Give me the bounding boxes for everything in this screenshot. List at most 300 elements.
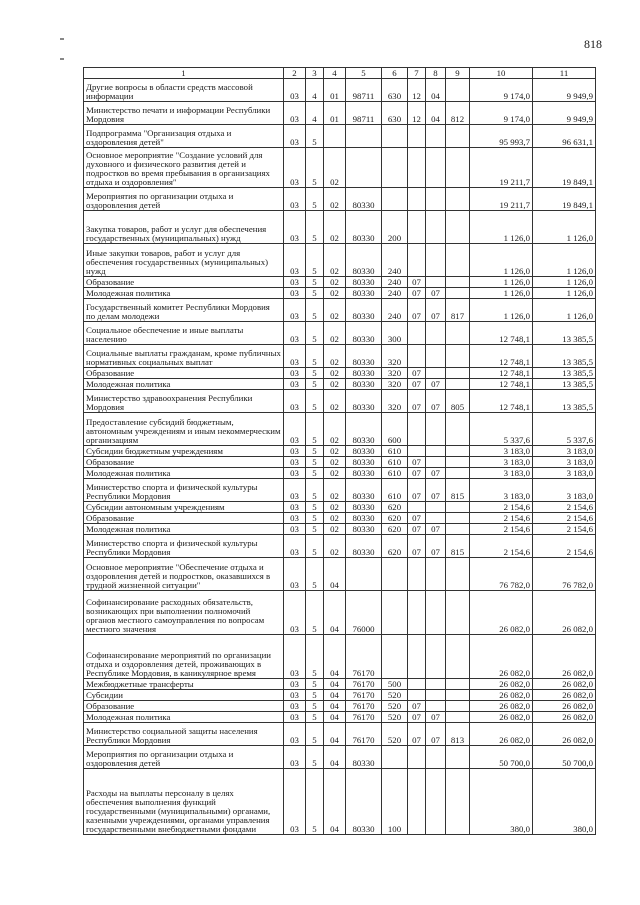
header-cell: 6 [382,68,408,79]
table-row [84,148,596,188]
header-cell: 2 [284,68,306,79]
header-cell: 7 [408,68,426,79]
code-cell [446,322,470,345]
header-cell: 9 [446,68,470,79]
amount-cell: 12 748,1 [470,322,533,345]
amount-cell: 9 174,0 [470,102,533,125]
code-cell: 02 [324,211,346,244]
table-row [84,535,596,558]
code-cell: 80330 [346,535,382,558]
code-cell: 5 [306,345,324,368]
amount-cell: 12 748,1 [470,379,533,390]
code-cell: 02 [324,188,346,211]
amount-cell: 26 082,0 [470,701,533,712]
code-cell [408,679,426,690]
code-cell: 07 [408,457,426,468]
code-cell [408,746,426,769]
code-cell: 04 [324,591,346,635]
amount-cell: 26 082,0 [533,635,596,679]
amount-cell: 2 154,6 [533,535,596,558]
code-cell: 03 [284,188,306,211]
code-cell [426,188,446,211]
code-cell: 80330 [346,288,382,299]
amount-cell: 26 082,0 [533,679,596,690]
code-cell [408,211,426,244]
amount-cell: 2 154,6 [470,524,533,535]
code-cell: 02 [324,345,346,368]
code-cell: 80330 [346,502,382,513]
code-cell: 02 [324,502,346,513]
code-cell: 03 [284,769,306,835]
code-cell [446,446,470,457]
row-label: Основное мероприятие "Обеспечение отдыха и оздоровления детей и подростков, оказавшихся в трудной жизненной ситуации" [84,558,284,591]
code-cell [446,345,470,368]
code-cell: 80330 [346,322,382,345]
table-row [84,102,596,125]
code-cell: 07 [426,524,446,535]
code-cell: 03 [284,502,306,513]
code-cell: 240 [382,244,408,277]
row-label: Мероприятия по организации отдыха и оздоровления детей [84,746,284,769]
code-cell: 5 [306,558,324,591]
code-cell [446,502,470,513]
amount-cell: 12 748,1 [470,345,533,368]
amount-cell: 3 183,0 [470,479,533,502]
code-cell [446,712,470,723]
table-row [84,379,596,390]
table-row [84,345,596,368]
header-cell: 10 [470,68,533,79]
code-cell: 03 [284,457,306,468]
code-cell: 5 [306,457,324,468]
code-cell: 02 [324,479,346,502]
code-cell: 02 [324,288,346,299]
code-cell [446,513,470,524]
code-cell: 520 [382,712,408,723]
code-cell [446,468,470,479]
code-cell: 03 [284,79,306,102]
code-cell: 5 [306,288,324,299]
code-cell: 02 [324,446,346,457]
code-cell: 03 [284,513,306,524]
code-cell: 03 [284,690,306,701]
code-cell: 12 [408,102,426,125]
table-header-row [84,68,596,79]
row-label: Образование [84,368,284,379]
code-cell: 620 [382,535,408,558]
row-label: Министерство спорта и физической культуры Республики Мордовия [84,535,284,558]
code-cell: 5 [306,446,324,457]
row-label: Министерство спорта и физической культуры Республики Мордовия [84,479,284,502]
code-cell: 520 [382,690,408,701]
row-label: Закупка товаров, работ и услуг для обеспечения государственных (муниципальных) нужд [84,211,284,244]
code-cell: 01 [324,102,346,125]
code-cell: 02 [324,148,346,188]
amount-cell: 2 154,6 [533,524,596,535]
code-cell: 600 [382,413,408,446]
row-label: Иные закупки товаров, работ и услуг для обеспечения государственных (муниципальных) нужд [84,244,284,277]
code-cell: 805 [446,390,470,413]
table-row [84,712,596,723]
row-label: Молодежная политика [84,524,284,535]
amount-cell: 96 631,1 [533,125,596,148]
row-label: Субсидии бюджетным учреждениям [84,446,284,457]
code-cell: 4 [306,79,324,102]
code-cell: 320 [382,345,408,368]
code-cell: 80330 [346,211,382,244]
code-cell: 240 [382,299,408,322]
row-label: Софинансирование расходных обязательств, возникающих при выполнении полномочий органов местного самоуправления по вопросам местного значения [84,591,284,635]
code-cell: 80330 [346,468,382,479]
code-cell [446,690,470,701]
code-cell [426,211,446,244]
code-cell [346,558,382,591]
code-cell: 815 [446,479,470,502]
code-cell: 07 [426,299,446,322]
row-label: Образование [84,277,284,288]
header-cell: 4 [324,68,346,79]
code-cell: 5 [306,712,324,723]
code-cell [426,513,446,524]
code-cell: 300 [382,322,408,345]
page-number: 818 [584,37,602,51]
code-cell: 02 [324,277,346,288]
code-cell: 02 [324,413,346,446]
code-cell: 812 [446,102,470,125]
code-cell: 02 [324,535,346,558]
row-label: Министерство печати и информации Республики Мордовия [84,102,284,125]
code-cell [408,502,426,513]
code-cell: 5 [306,211,324,244]
amount-cell: 380,0 [470,769,533,835]
row-label: Образование [84,701,284,712]
code-cell: 07 [408,723,426,746]
row-label: Социальное обеспечение и иные выплаты населению [84,322,284,345]
code-cell: 07 [408,701,426,712]
row-label: Министерство здравоохранения Республики Мордовия [84,390,284,413]
code-cell: 76170 [346,712,382,723]
table-row [84,524,596,535]
code-cell: 80330 [346,390,382,413]
table-row [84,390,596,413]
amount-cell: 12 748,1 [470,390,533,413]
code-cell [446,769,470,835]
code-cell [446,368,470,379]
code-cell: 5 [306,746,324,769]
margin-mark [60,58,64,60]
row-label: Предоставление субсидий бюджетным, автономным учреждениям и иным некоммерческим организациям [84,413,284,446]
code-cell [324,125,346,148]
table-row [84,723,596,746]
code-cell [426,368,446,379]
code-cell: 80330 [346,769,382,835]
code-cell: 813 [446,723,470,746]
table-row [84,413,596,446]
code-cell [408,148,426,188]
code-cell: 630 [382,102,408,125]
code-cell: 07 [408,479,426,502]
code-cell [408,322,426,345]
code-cell: 5 [306,591,324,635]
code-cell: 5 [306,379,324,390]
code-cell: 03 [284,524,306,535]
code-cell [446,701,470,712]
code-cell: 04 [426,79,446,102]
code-cell: 07 [408,712,426,723]
table-row [84,457,596,468]
code-cell: 620 [382,502,408,513]
code-cell: 80330 [346,746,382,769]
code-cell: 07 [426,390,446,413]
code-cell: 610 [382,479,408,502]
code-cell [446,379,470,390]
code-cell [408,413,426,446]
code-cell: 07 [408,368,426,379]
code-cell: 610 [382,457,408,468]
code-cell: 5 [306,502,324,513]
code-cell [446,635,470,679]
table-row [84,558,596,591]
code-cell [426,679,446,690]
amount-cell: 12 748,1 [470,368,533,379]
code-cell [446,524,470,535]
amount-cell: 380,0 [533,769,596,835]
code-cell [446,746,470,769]
amount-cell: 13 385,5 [533,368,596,379]
code-cell: 5 [306,413,324,446]
row-label: Социальные выплаты гражданам, кроме публичных нормативных социальных выплат [84,345,284,368]
amount-cell: 26 082,0 [470,723,533,746]
code-cell: 03 [284,468,306,479]
amount-cell: 2 154,6 [533,502,596,513]
header-cell: 5 [346,68,382,79]
amount-cell: 50 700,0 [533,746,596,769]
code-cell: 02 [324,513,346,524]
code-cell: 80330 [346,479,382,502]
code-cell [426,413,446,446]
code-cell: 04 [324,723,346,746]
code-cell [426,277,446,288]
amount-cell: 26 082,0 [533,701,596,712]
code-cell: 320 [382,379,408,390]
code-cell [446,413,470,446]
code-cell: 520 [382,723,408,746]
code-cell: 12 [408,79,426,102]
code-cell [446,148,470,188]
row-label: Молодежная политика [84,379,284,390]
code-cell: 03 [284,299,306,322]
code-cell [426,769,446,835]
code-cell: 240 [382,277,408,288]
code-cell: 04 [324,635,346,679]
code-cell: 04 [426,102,446,125]
margin-mark [60,38,64,40]
amount-cell: 26 082,0 [533,712,596,723]
code-cell: 03 [284,322,306,345]
code-cell: 4 [306,102,324,125]
amount-cell: 2 154,6 [533,513,596,524]
code-cell: 80330 [346,299,382,322]
amount-cell: 3 183,0 [533,446,596,457]
amount-cell: 2 154,6 [470,513,533,524]
code-cell: 5 [306,468,324,479]
code-cell [382,591,408,635]
code-cell: 98711 [346,102,382,125]
amount-cell: 1 126,0 [533,211,596,244]
code-cell: 76170 [346,701,382,712]
code-cell [426,635,446,679]
amount-cell: 19 849,1 [533,148,596,188]
code-cell: 815 [446,535,470,558]
table-row [84,299,596,322]
code-cell: 07 [426,288,446,299]
amount-cell: 9 174,0 [470,79,533,102]
table-row [84,125,596,148]
code-cell [426,591,446,635]
code-cell: 07 [426,468,446,479]
code-cell: 320 [382,368,408,379]
amount-cell: 13 385,5 [533,345,596,368]
header-cell: 8 [426,68,446,79]
code-cell: 80330 [346,277,382,288]
code-cell [382,125,408,148]
code-cell: 100 [382,769,408,835]
table-row [84,591,596,635]
amount-cell: 3 183,0 [533,468,596,479]
code-cell: 200 [382,211,408,244]
code-cell: 520 [382,701,408,712]
table-row [84,244,596,277]
amount-cell: 9 949,9 [533,79,596,102]
code-cell [446,188,470,211]
code-cell: 07 [426,379,446,390]
code-cell: 02 [324,379,346,390]
code-cell [446,211,470,244]
code-cell: 03 [284,679,306,690]
code-cell [446,244,470,277]
table-row [84,513,596,524]
code-cell: 03 [284,479,306,502]
table-row [84,277,596,288]
table-row [84,211,596,244]
amount-cell: 1 126,0 [470,277,533,288]
code-cell: 5 [306,524,324,535]
code-cell [446,277,470,288]
row-label: Софинансирование мероприятий по организации отдыха и оздоровления детей, проживающих в Республике Мордовия, в каникулярное время [84,635,284,679]
amount-cell: 1 126,0 [533,288,596,299]
row-label: Основное мероприятие "Создание условий для духовного и физического развития детей и подростков во время пребывания в организациях отдыха и оздоровления" [84,148,284,188]
code-cell: 5 [306,368,324,379]
amount-cell: 26 082,0 [470,635,533,679]
code-cell [382,148,408,188]
code-cell: 5 [306,769,324,835]
code-cell [426,244,446,277]
header-cell: 3 [306,68,324,79]
code-cell: 03 [284,712,306,723]
code-cell [408,345,426,368]
code-cell: 03 [284,413,306,446]
amount-cell: 19 849,1 [533,188,596,211]
code-cell: 610 [382,468,408,479]
code-cell: 630 [382,79,408,102]
code-cell [382,746,408,769]
code-cell: 620 [382,524,408,535]
row-label: Образование [84,457,284,468]
code-cell [426,148,446,188]
budget-table [83,67,596,835]
code-cell: 03 [284,368,306,379]
code-cell: 03 [284,125,306,148]
code-cell: 07 [408,513,426,524]
code-cell [346,125,382,148]
amount-cell: 3 183,0 [533,457,596,468]
code-cell: 5 [306,635,324,679]
code-cell: 04 [324,712,346,723]
code-cell: 5 [306,701,324,712]
amount-cell: 1 126,0 [470,288,533,299]
amount-cell: 5 337,6 [533,413,596,446]
code-cell: 80330 [346,244,382,277]
code-cell: 02 [324,524,346,535]
code-cell [446,679,470,690]
code-cell: 5 [306,723,324,746]
row-label: Молодежная политика [84,468,284,479]
code-cell: 76000 [346,591,382,635]
code-cell: 03 [284,535,306,558]
amount-cell: 26 082,0 [470,591,533,635]
code-cell: 04 [324,701,346,712]
amount-cell: 95 993,7 [470,125,533,148]
amount-cell: 1 126,0 [470,244,533,277]
code-cell [426,746,446,769]
amount-cell: 26 082,0 [470,690,533,701]
code-cell [426,502,446,513]
code-cell: 03 [284,244,306,277]
row-label: Субсидии автономным учреждениям [84,502,284,513]
code-cell: 620 [382,513,408,524]
code-cell: 80330 [346,446,382,457]
code-cell [382,558,408,591]
table-row [84,746,596,769]
code-cell: 07 [426,712,446,723]
code-cell [408,690,426,701]
code-cell: 5 [306,535,324,558]
code-cell: 03 [284,390,306,413]
code-cell: 02 [324,457,346,468]
code-cell: 5 [306,390,324,413]
amount-cell: 19 211,7 [470,188,533,211]
amount-cell: 5 337,6 [470,413,533,446]
table-row [84,502,596,513]
code-cell: 5 [306,244,324,277]
table-row [84,288,596,299]
table-row [84,368,596,379]
code-cell: 07 [408,277,426,288]
table-row [84,188,596,211]
amount-cell: 1 126,0 [533,299,596,322]
code-cell: 03 [284,558,306,591]
code-cell [426,558,446,591]
code-cell [382,188,408,211]
code-cell [346,148,382,188]
code-cell: 5 [306,690,324,701]
code-cell: 03 [284,723,306,746]
code-cell [426,345,446,368]
code-cell: 07 [408,468,426,479]
code-cell: 07 [426,479,446,502]
table-row [84,769,596,835]
code-cell: 80330 [346,524,382,535]
